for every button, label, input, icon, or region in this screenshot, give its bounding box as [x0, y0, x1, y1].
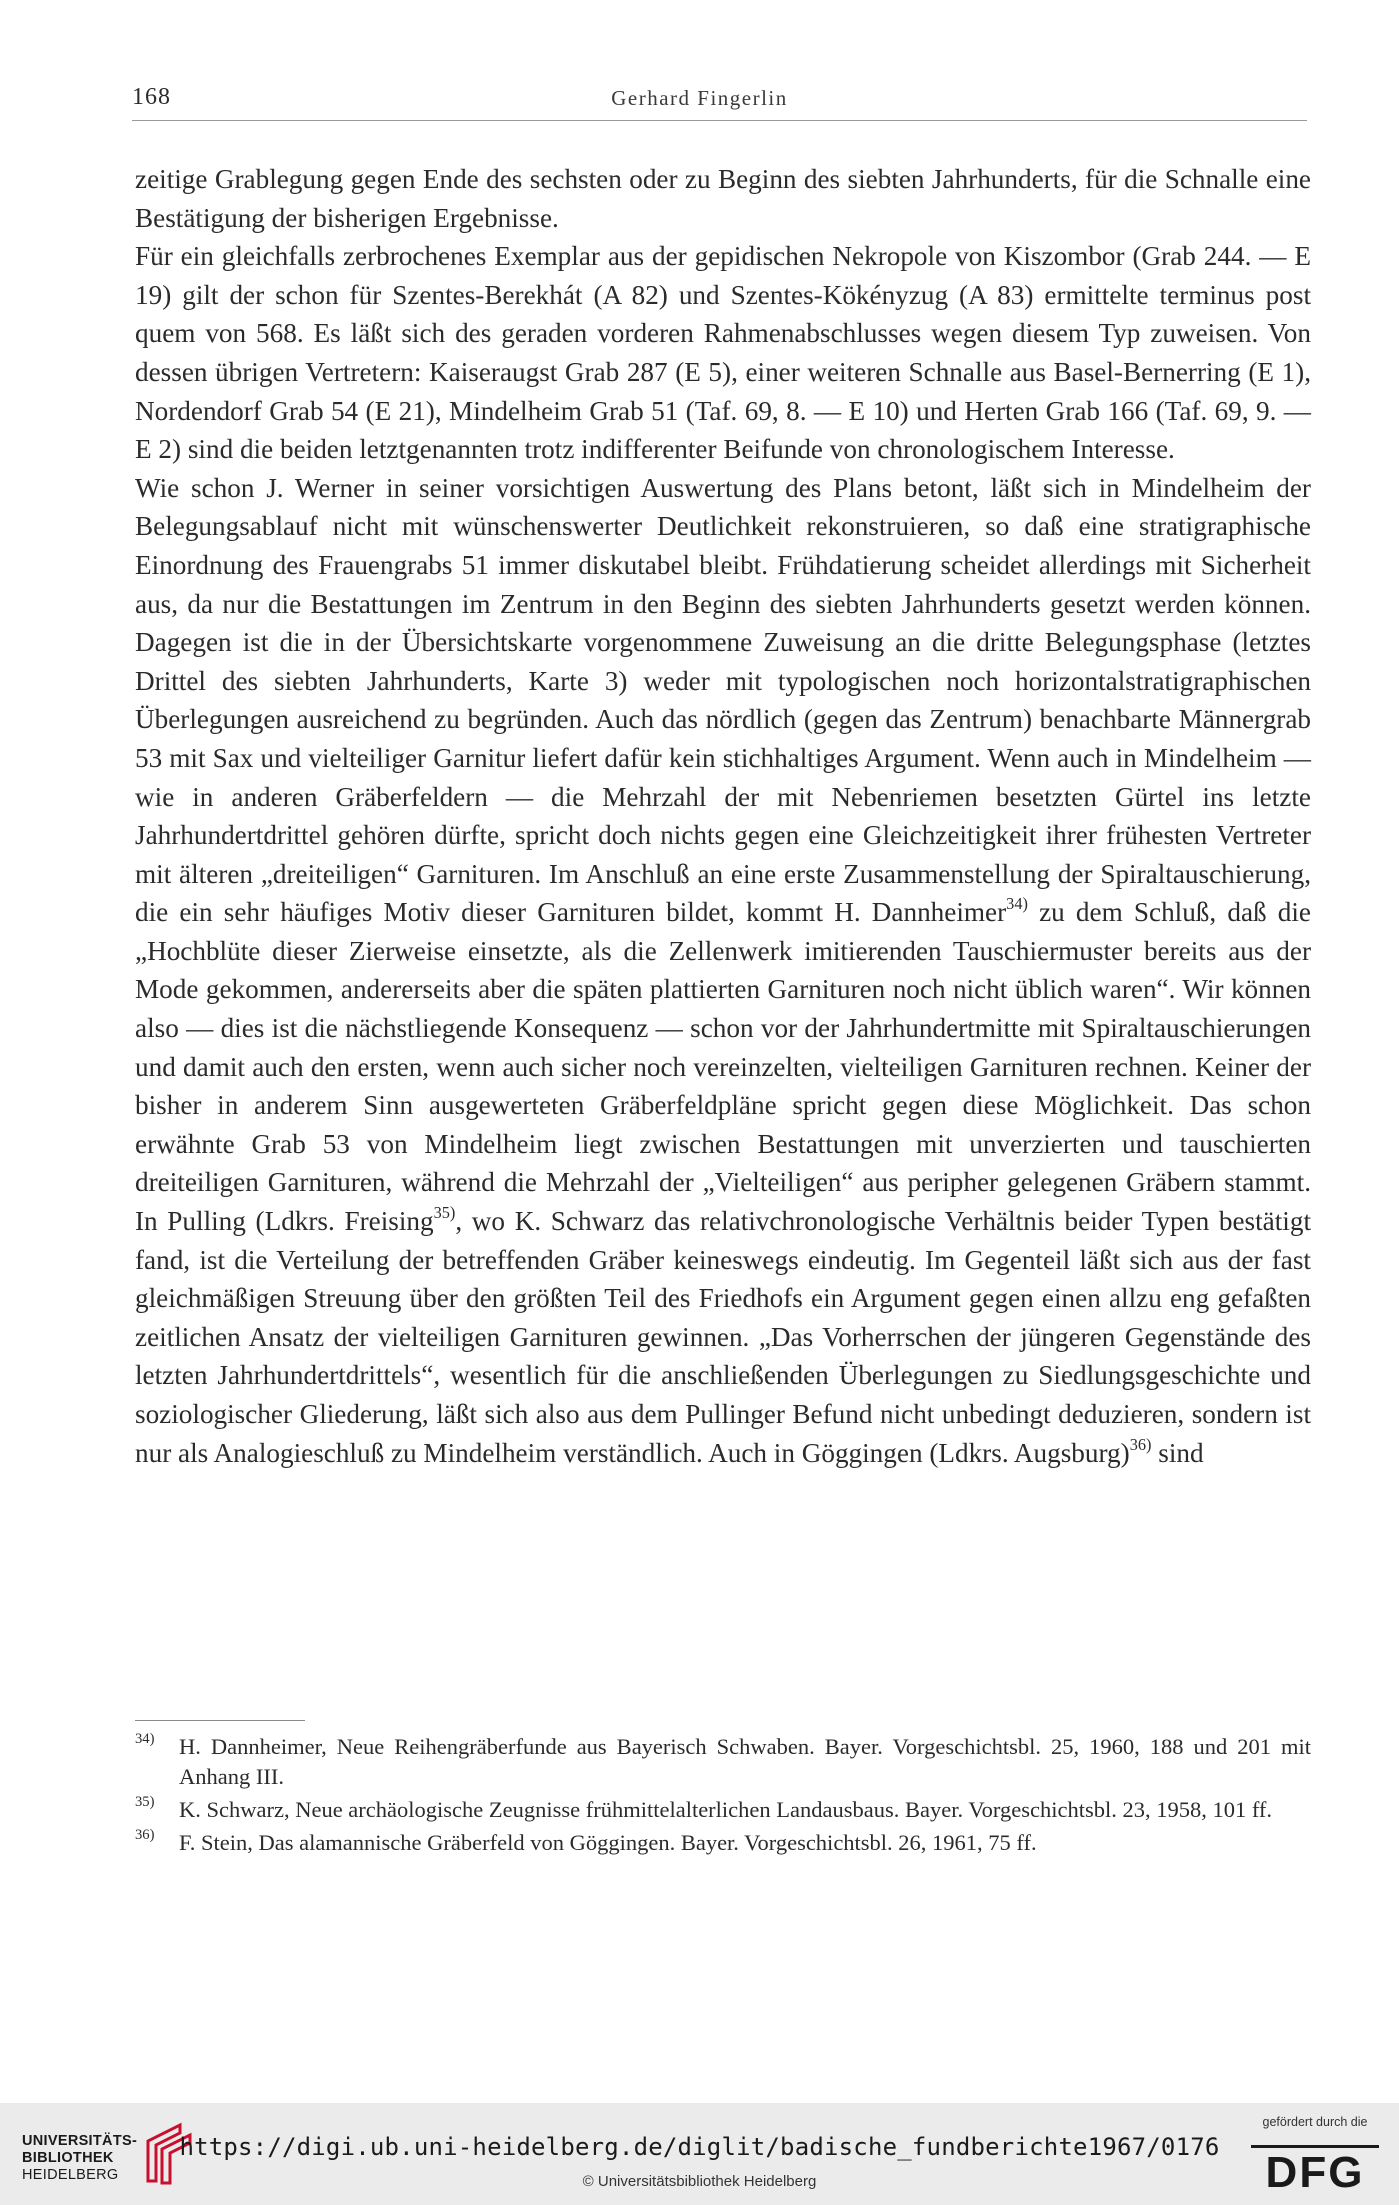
paragraph-3: [135, 469, 1311, 1472]
footnote-mark: 36): [135, 1827, 155, 1844]
paragraph-1: zeitige Grablegung gegen Ende des sechsten oder zu Beginn des siebten Jahrhunderts, für die Schnalle eine Bestätigung der bisherigen Ergebnisse.: [135, 164, 1311, 233]
footnote-35: [135, 1795, 1311, 1825]
viewer-footer: [0, 2103, 1399, 2205]
library-logo-text[interactable]: UNIVERSITÄTS- BIBLIOTHEK HEIDELBERG: [22, 2133, 138, 2183]
paragraph-3-part-3: , wo K. Schwarz das relativchronologische Verhältnis beider Typen bestätigt fand, ist die Verteilung der betreffenden Gräber keineswegs eindeutig. Im Gegenteil läßt sich aus der fast gleichmäßigen Streuung über den größten Teil des Friedhofs ein Argument gegen einen allzu eng gefaßten zeitlichen Ansatz der vielteiligen Garnituren gewinnen. „Das Vorherrschen der jüngeren Gegenstände des letzten Jahrhundertdrittels“, wesentlich für die anschließenden Überlegungen zu Siedlungsgeschichte und soziologischer Gliederung, läßt sich also aus dem Pullinger Befund nicht unbedingt deduzieren, sondern ist nur als Analogieschluß zu Mindelheim verständlich. Auch in Göggingen (Ldkrs. Augsburg): [135, 1206, 1311, 1468]
footnote-36: [135, 1828, 1311, 1858]
page-number: 168: [132, 84, 171, 110]
footnotes: [135, 1732, 1311, 1861]
footnote-34: [135, 1732, 1311, 1792]
copyright-notice: © Universitätsbibliothek Heidelberg: [582, 2173, 817, 2190]
paragraph-3-part-1: Wie schon J. Werner in seiner vorsichtigen Auswertung des Plans betont, läßt sich in Mindelheim der Belegungsablauf nicht mit wünschenswerter Deutlichkeit rekonstruieren, so daß eine stratigraphische Einordnung des Frauengrabs 51 immer diskutabel bleibt. Frühdatierung scheidet allerdings mit Sicherheit aus, da nur die Bestattungen im Zentrum in den Beginn des siebten Jahrhunderts gesetzt werden können. Dagegen ist die in der Übersichtskarte vorgenommene Zuweisung an die dritte Belegungsphase (letztes Drittel des siebten Jahrhunderts, Karte 3) weder mit typologischen noch horizontalstratigraphischen Überlegungen ausreichend zu begründen. Auch das nördlich (gegen das Zentrum) benachbarte Männergrab 53 mit Sax und vielteiliger Garnitur liefert dafür kein stichhaltiges Argument. Wenn auch in Mindelheim — wie in anderen Gräberfeldern — die Mehrzahl der mit Nebenriemen besetzten Gürtel ins letzte Jahrhundertdrittel gehören dürfte, spricht doch nichts gegen eine Gleichzeitigkeit ihrer frühesten Vertreter mit älteren „dreiteiligen“ Garnituren. Im Anschluß an eine erste Zusammenstellung der Spiraltauschierung, die ein sehr häufiges Motiv dieser Garnituren bildet, kommt H. Dannheimer: [135, 472, 1311, 928]
permalink-url[interactable]: https://digi.ub.uni-heidelberg.de/diglit/badische_fundberichte1967/0176: [179, 2133, 1220, 2161]
funding-note: gefördert durch die: [1262, 2115, 1368, 2129]
dfg-logo-icon[interactable]: [1245, 2141, 1385, 2193]
footnote-mark: 35): [135, 1794, 155, 1811]
paragraph-2: Für ein gleichfalls zerbrochenes Exemplar aus der gepidischen Nekropole von Kiszombor (Grab 244. — E 19) gilt der schon für Szentes-Berekhát (A 82) und Szentes-Kökényzug (A 83) ermittelte terminus post quem von 568. Es läßt sich des geraden vorderen Rahmenabschlusses wegen diesem Typ zuweisen. Von dessen übrigen Vertretern: Kaiseraugst Grab 287 (E 5), einer weiteren Schnalle aus Basel-Bernerring (E 1), Nordendorf Grab 54 (E 21), Mindelheim Grab 51 (Taf. 69, 8. — E 10) und Herten Grab 166 (Taf. 69, 9. — E 2) sind die beiden letztgenannten trotz indifferenter Beifunde von chronologischem Interesse.: [135, 241, 1311, 465]
dfg-logo-text: DFG: [1265, 2148, 1365, 2193]
footnote-rule: [135, 1720, 305, 1721]
footnote-ref-35[interactable]: 35): [433, 1202, 456, 1222]
footnote-text: H. Dannheimer, Neue Reihengräberfunde aus Bayerisch Schwaben. Bayer. Vorgeschichtsbl. 25, 1960, 188 und 201 mit Anhang III.: [179, 1734, 1311, 1789]
footnote-ref-34[interactable]: 34): [1006, 894, 1028, 914]
footnote-text: F. Stein, Das alamannische Gräberfeld von Göggingen. Bayer. Vorgeschichtsbl. 26, 1961, 75 ff.: [179, 1830, 1037, 1855]
paragraph-3-part-4: sind: [1151, 1437, 1204, 1468]
footnote-text: K. Schwarz, Neue archäologische Zeugnisse frühmittelalterlichen Landausbaus. Bayer. Vorgeschichtsbl. 23, 1958, 101 ff.: [179, 1797, 1273, 1822]
running-head: Gerhard Fingerlin: [611, 86, 788, 110]
footnote-ref-36[interactable]: 36): [1129, 1434, 1152, 1454]
paragraph-3-part-2: zu dem Schluß, daß die „Hochblüte dieser Zierweise einsetzte, als die Zellenwerk imitierenden Tauschiermuster bereits aus der Mode gekommen, andererseits aber die späten plattierten Garnituren noch nicht üblich waren“. Wir können also — dies ist die nächstliegende Konsequenz — schon vor der Jahrhundertmitte mit Spiraltauschierungen und damit auch den ersten, wenn auch sicher noch vereinzelten, vielteiligen Garnituren rechnen. Keiner der bisher in anderem Sinn ausgewerteten Gräberfeldpläne spricht gegen diese Möglichkeit. Das schon erwähnte Grab 53 von Mindelheim liegt zwischen Bestattungen mit unverzierten und tauschierten dreiteiligen Garnituren, während die Mehrzahl der „Vielteiligen“ aus peripher gelegenen Gräbern stammt. In Pulling (Ldkrs. Freising: [135, 897, 1311, 1237]
body-text: [135, 160, 1311, 1472]
header-rule: [132, 120, 1307, 121]
footnote-mark: 34): [135, 1731, 155, 1748]
